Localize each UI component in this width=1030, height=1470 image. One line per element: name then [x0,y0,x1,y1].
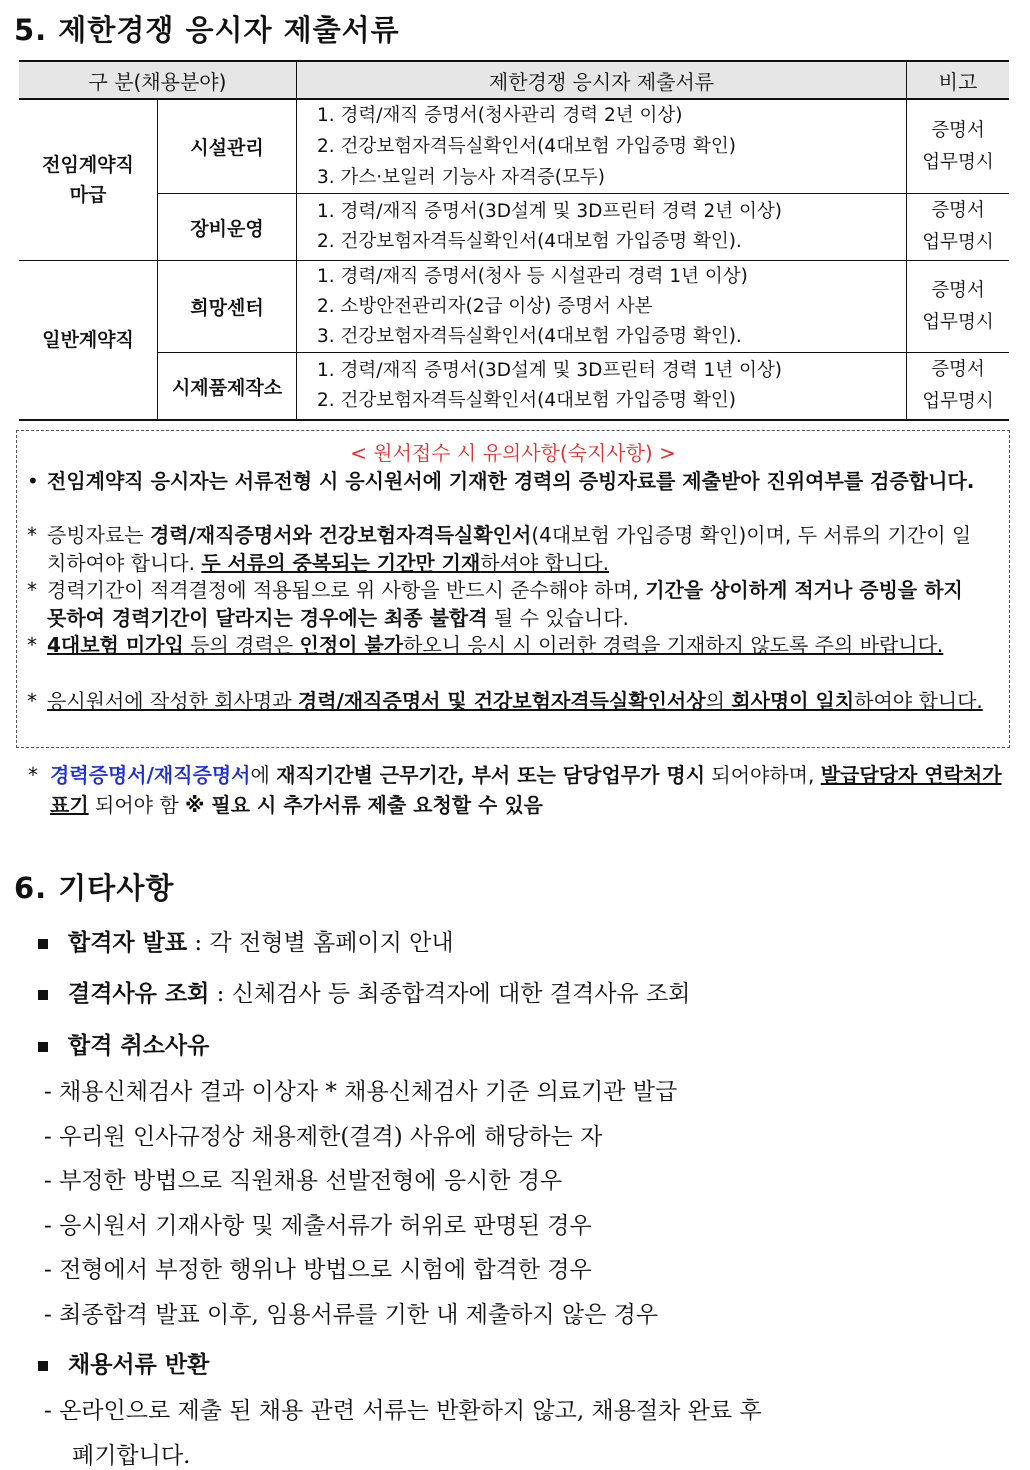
note-emphasis: 재직기간별 근무기간, 부서 또는 담당업무가 명시 [276,763,706,787]
certificate-name: 경력증명서/재직증명서 [50,763,251,787]
group-name-line2: 마급 [69,184,107,206]
notice-text: 경력기간이 적격결정에 적용됨으로 위 사항을 반드시 준수해야 하며, [47,578,646,602]
document-item: 2. 건강보험자격득실확인서(4대보험 가입증명 확인). [317,231,742,252]
section5-title: 5. 제한경쟁 응시자 제출서류 [14,13,400,47]
document-item: 1. 경력/재직 증명서(청사관리 경력 2년 이상) [317,105,683,126]
notice-text: 하여야 합니다. [854,689,983,713]
document-item: 1. 경력/재직 증명서(3D설계 및 3D프린터 경력 1년 이상) [317,360,782,381]
document-item: 2. 소방안전관리자(2급 이상) 증명서 사본 [317,295,653,317]
note-line: 업무명시 [922,391,994,412]
asterisk-bullet: * [27,633,37,657]
square-bullet-icon [38,990,48,1000]
notice-text: 전임계약직 응시자는 서류전형 시 응시원서에 기재한 경력의 증빙자료를 제출받아 진위여부를 검증합니다. [47,469,975,493]
notice-item [27,467,989,495]
notice-emphasis: 회사명이 일치 [731,689,855,713]
document-item: 3. 가스·보일러 기능사 자격증(모두) [317,167,605,188]
document-item: 3. 건강보험자격득실확인서(4대보험 가입증명 확인). [317,325,742,347]
asterisk-bullet: * [27,523,37,547]
document-item: 1. 경력/재직 증명서(청사 등 시설관리 경력 1년 이상) [317,265,748,287]
bullet-dot: • [27,469,39,493]
field-name: 장비운영 [158,194,297,261]
document-list [297,261,907,353]
note-cell [907,194,1010,261]
cancellation-reason: - 우리원 인사규정상 채용제한(결격) 사유에 해당하는 자 [44,1124,603,1150]
note-line: 증명서 [931,200,985,221]
notice-emphasis: 기간을 상이하게 적거나 증빙을 하지 못하여 경력기간이 달라지는 경우에는 최종 불합격 [47,578,963,630]
notice-emphasis: 두 서류의 중복되는 기간만 기재 [201,551,481,575]
cancellation-reason: - 채용신체검사 결과 이상자 * 채용신체검사 기준 의료기관 발급 [44,1079,678,1105]
header-category: 구 분(채용분야) [19,61,297,99]
notice-text: 의 [705,689,732,713]
notice-emphasis: 인정이 불가 [299,633,404,657]
note-emphasis: ※ 필요 시 추가서류 제출 요청할 수 있음 [185,793,543,817]
cancellation-reason: - 응시원서 기재사항 및 제출서류가 허위로 판명된 경우 [44,1213,592,1239]
square-bullet-icon [38,1042,48,1052]
group-name: 일반계약직 [19,261,158,421]
certificate-note [28,760,1020,820]
note-text: 되어야 함 [88,793,185,817]
cancellation-reason: - 전형에서 부정한 행위나 방법으로 시험에 합격한 경우 [44,1257,592,1283]
document-return-item [38,1346,209,1379]
document-item: 2. 건강보험자격득실확인서(4대보험 가입증명 확인) [317,390,736,411]
item-label: 합격 취소사유 [68,1032,210,1059]
cancellation-reason: - 부정한 방법으로 직원채용 선발전형에 응시한 경우 [44,1168,563,1194]
cancellation-reasons-item [38,1027,209,1060]
field-name: 시제품제작소 [158,353,297,421]
item-label: 채용서류 반환 [68,1351,210,1378]
notice-emphasis: 경력/재직증명서와 건강보험자격득실확인서 [149,523,532,547]
item-label: 합격자 발표 [68,929,188,956]
note-cell [907,99,1010,194]
document-return-text: - 온라인으로 제출 된 채용 관련 서류는 반환하지 않고, 채용절차 완료 후 [44,1398,762,1424]
document-list [297,194,907,261]
note-cell [907,261,1010,353]
field-name: 시설관리 [158,99,297,194]
item-label: 결격사유 조회 [68,980,210,1007]
group-name [19,99,158,261]
asterisk-bullet: * [27,689,37,713]
header-note: 비고 [907,61,1010,99]
notice-text: 될 수 있습니다. [487,606,629,630]
note-line: 증명서 [931,119,985,141]
notice-emphasis: 4대보험 미가입 [47,633,184,657]
notice-text: (4대보험 가입증명 확인)이며, 두 서류의 기간이 일치하여야 합니다. [47,523,972,575]
note-text: 되어야하며, [705,763,821,787]
notice-item [27,576,989,632]
note-line: 증명서 [931,359,985,380]
note-cell [907,353,1010,421]
note-line: 업무명시 [922,311,994,333]
notice-item [27,687,989,715]
group-name-line1: 전임계약직 [42,154,134,176]
asterisk-bullet: * [27,578,37,602]
field-name: 희망센터 [158,261,297,353]
asterisk-bullet: * [28,763,38,787]
header-documents: 제한경쟁 응시자 제출서류 [297,61,907,99]
section6-title: 6. 기타사항 [14,871,175,905]
required-documents-table [19,60,1009,421]
announcement-item [38,924,454,957]
document-return-text: 폐기합니다. [72,1443,191,1469]
notice-text: 응시원서에 작성한 회사명과 [47,689,298,713]
document-list [297,99,907,194]
notice-title: < 원서접수 시 유의사항(숙지사항) > [350,441,676,465]
document-item: 1. 경력/재직 증명서(3D설계 및 3D프린터 경력 2년 이상) [317,201,782,222]
note-line: 증명서 [931,279,985,301]
item-text: : 각 전형별 홈페이지 안내 [187,930,454,956]
disqualification-check-item [38,975,690,1008]
item-text: : 신체검사 등 최종합격자에 대한 결격사유 조회 [209,981,691,1007]
note-emphasis: 발급담당자 연락처가 표기 [50,763,1002,817]
cancellation-reason: - 최종합격 발표 이후, 임용서류를 기한 내 제출하지 않은 경우 [44,1302,659,1328]
note-text: 에 [250,763,277,787]
document-item: 2. 건강보험자격득실확인서(4대보험 가입증명 확인) [317,136,736,157]
notice-emphasis: 경력/재직증명서 및 건강보험자격득실확인서상 [297,689,706,713]
note-line: 업무명시 [922,232,994,253]
notice-text: 등의 경력은 [183,633,300,657]
notice-text: 증빙자료는 [47,523,150,547]
document-list [297,353,907,421]
notice-text: 하셔야 합니다. [480,551,609,575]
application-notice-box [16,430,1010,748]
notice-item [27,631,989,659]
note-line: 업무명시 [922,151,994,173]
notice-text: 하오니 응시 시 이러한 경력을 기재하지 않도록 주의 바랍니다. [403,633,944,657]
notice-item [27,521,989,577]
square-bullet-icon [38,939,48,949]
square-bullet-icon [38,1361,48,1371]
